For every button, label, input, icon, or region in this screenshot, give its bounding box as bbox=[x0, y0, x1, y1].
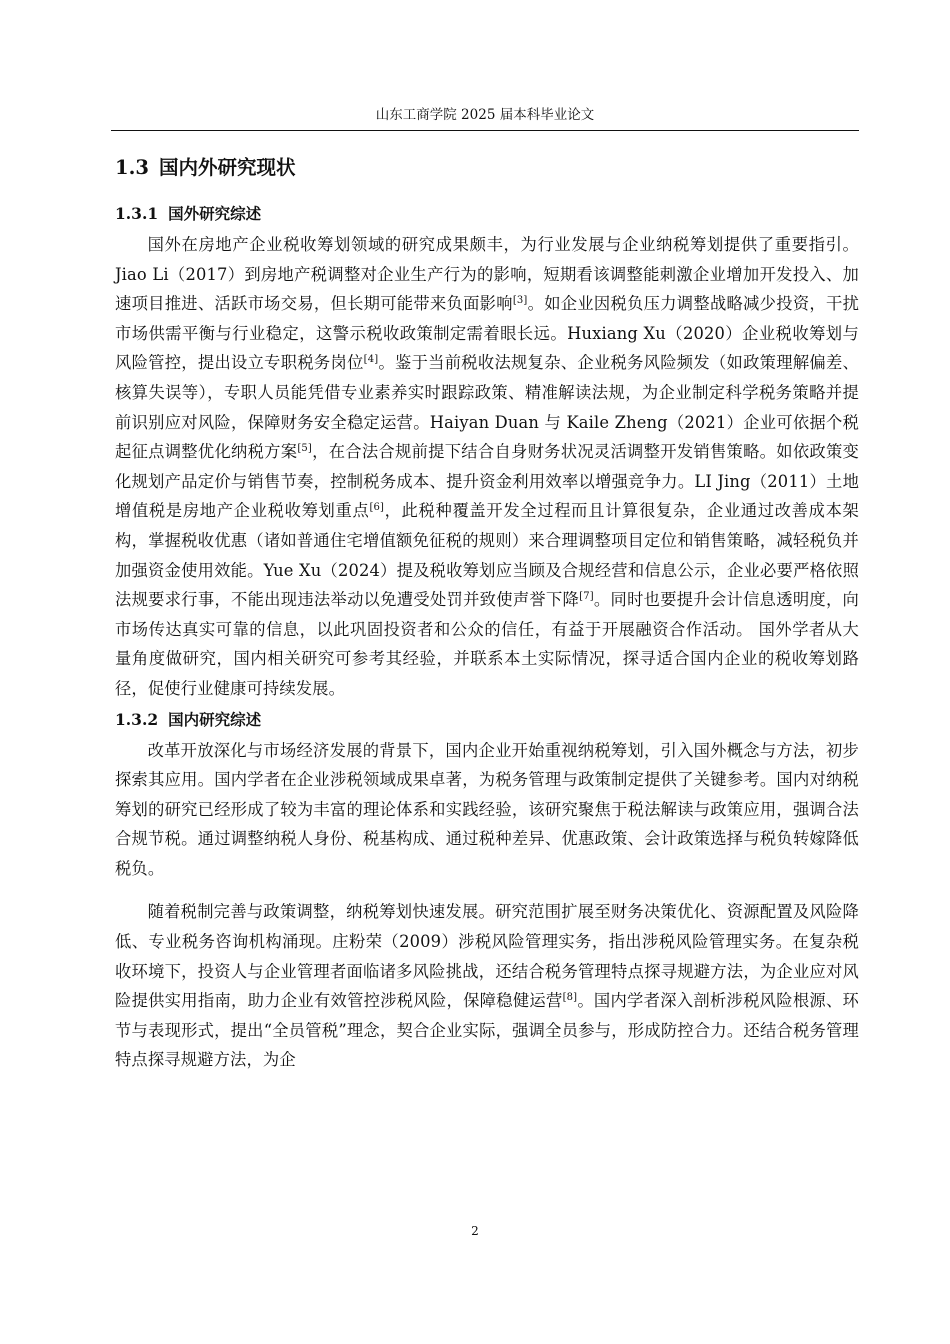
citation-8: [8] bbox=[562, 992, 578, 1004]
subsection-number: 1.3.1 bbox=[115, 204, 159, 223]
page-body bbox=[115, 150, 859, 1075]
subsection-heading-domestic bbox=[115, 704, 859, 736]
header-rule bbox=[111, 130, 859, 131]
section-title: 国内外研究现状 bbox=[158, 156, 296, 179]
citation-7: [7] bbox=[579, 591, 594, 603]
citation-6: [6] bbox=[369, 502, 385, 514]
citation-3: [3] bbox=[512, 295, 528, 307]
citation-5: [5] bbox=[297, 443, 312, 455]
section-heading bbox=[115, 150, 859, 186]
citation-4: [4] bbox=[363, 354, 379, 366]
subsection-title: 国外研究综述 bbox=[168, 204, 262, 223]
subsection-title: 国内研究综述 bbox=[168, 709, 262, 729]
running-header: 山东工商学院 2025 届本科毕业论文 bbox=[375, 107, 595, 123]
page-number: 2 bbox=[471, 1224, 479, 1238]
subsection-number: 1.3.2 bbox=[115, 709, 159, 729]
section-number: 1.3 bbox=[115, 156, 149, 179]
paragraph-foreign-review: 国外在房地产企业税收筹划领域的研究成果颇丰，为行业发展与企业纳税筹划提供了重要指引。Jiao Li（2017）到房地产税调整对企业生产行为的影响，短期看该调整能刺激企业增加开发投入、加速项目推进、活跃市场交易，但长期可能带来负面影响[3]。如企业因税负压力调整战略减少投资，干扰市场供需平衡与行业稳定，这警示税收政策制定需着眼长远。Huxiang Xu（2020）企业税收筹划与风险管控，提出设立专职税务岗位[4]。鉴于当前税收法规复杂、企业税务风险频发（如政策理解偏差、核算失误等），专职人员能凭借专业素养实时跟踪政策、精准解读法规，为企业制定科学税务策略并提前识别应对风险，保障财务安全稳定运营。Haiyan Duan 与 Kaile Zheng（2021）企业可依据个税起征点调整优化纳税方案[5]，在合法合规前提下结合自身财务状况灵活调整开发销售策略。如依政策变化规划产品定价与销售节奏，控制税务成本、提升资金利用效率以增强竞争力。LI Jing（2011）土地增值税是房地产企业税收筹划重点[6]，此税种覆盖开发全过程而且计算很复杂，企业通过改善成本架构，掌握税收优惠（诸如普通住宅增值额免征税的规则）来合理调整项目定位和销售策略，减轻税负并加强资金使用效能。Yue Xu（2024）提及税收筹划应当顾及合规经营和信息公示，企业必要严格依照法规要求行事，不能出现违法举动以免遭受处罚并致使声誉下降[7]。同时也要提升会计信息透明度，向市场传达真实可靠的信息，以此巩固投资者和公众的信任，有益于开展融资合作活动。 国外学者从大量角度做研究，国内相关研究可参考其经验，并联系本土实际情况，探寻适合国内企业的税收筹划路径，促使行业健康可持续发展。 bbox=[115, 235, 859, 698]
paragraph-domestic-review-2: 随着税制完善与政策调整，纳税筹划快速发展。研究范围扩展至财务决策优化、资源配置及风险降低、专业税务咨询机构涌现。庄粉荣（2009）涉税风险管理实务，指出涉税风险管理实务。在复杂税收环境下，投资人与企业管理者面临诸多风险挑战，还结合税务管理特点探寻规避方法，为企业应对风险提供实用指南，助力企业有效管控涉税风险，保障稳健运营[8]。国内学者深入剖析涉税风险根源、环节与表现形式，提出“全员管税”理念，契合企业实际，强调全员参与，形成防控合力。还结合税务管理特点探寻规避方法，为企 bbox=[115, 902, 859, 1070]
subsection-heading-foreign bbox=[115, 198, 859, 230]
paragraph-domestic-review-1: 改革开放深化与市场经济发展的背景下，国内企业开始重视纳税筹划，引入国外概念与方法，初步探索其应用。国内学者在企业涉税领域成果卓著，为税务管理与政策制定提供了关键参考。国内对纳税筹划的研究已经形成了较为丰富的理论体系和实践经验，该研究聚焦于税法解读与政策应用，强调合法合规节税。通过调整纳税人身份、税基构成、通过税种差异、优惠政策、会计政策选择与税负转嫁降低税负。 bbox=[115, 740, 859, 878]
